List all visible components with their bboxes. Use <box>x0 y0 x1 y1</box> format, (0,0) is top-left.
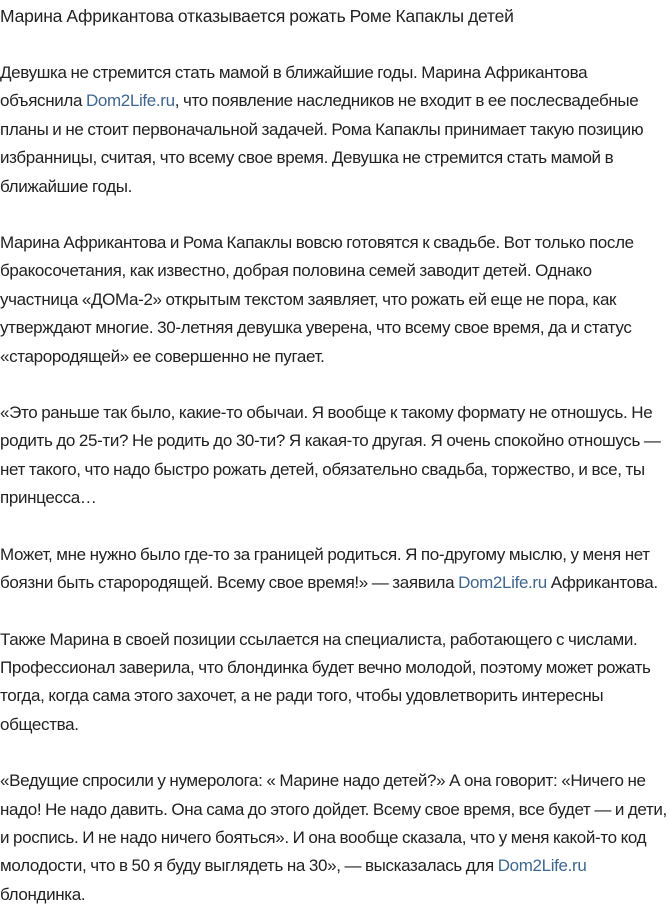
paragraph-numerologist: Также Марина в своей позиции ссылается на специалиста, работающего с числами. Профессионал заверила, что блондинка будет вечно молодой, поэтому может рожать тогда, когда сама этого захочет, а не ради того, чтобы удовлетворить интересны общества. <box>0 629 651 734</box>
paragraph-text: блондинка. <box>0 884 86 904</box>
dom2life-link[interactable]: Dom2Life.ru <box>458 573 547 593</box>
paragraph-intro <box>0 59 670 201</box>
paragraph-quote-1: «Это раньше так было, какие-то обычаи. Я вообще к такому формату не отношусь. Не родить до 25-ти? Не родить до 30-ти? Я какая-то другая. Я очень спокойно отношусь — нет такого, что надо быстро рожать детей, обязательно свадьба, торжество, и все, ты принцесса… <box>0 403 661 508</box>
paragraph-quote-2 <box>0 541 670 598</box>
dom2life-link[interactable]: Dom2Life.ru <box>497 856 587 876</box>
paragraph-text: , что появление наследников не входит в ее послесвадебные планы и не стоит первоначальной задачей. Рома Капаклы принимает такую позицию избранницы, считая, что всему свое время. Девушка не стремится стать мамой в ближайшие годы. <box>0 91 644 196</box>
paragraph-text: Девушка не стремится стать мамой в ближайшие годы. Марина Африкантова объяснила <box>0 63 588 111</box>
paragraph-quote-3 <box>0 767 670 909</box>
paragraph-text: «Ведущие спросили у нумеролога: « Марине надо детей?» А она говорит: «Ничего не надо! Не надо давить. Она сама до этого дойдет. Всему свое время, все будет — и дети, и роспись. И не надо ничего бояться». И она вообще сказала, что у меня какой-то код молодости, что в 50 я буду выглядеть на 30», — высказалась для <box>0 771 667 876</box>
paragraph-text: Может, мне нужно было где-то за границей родиться. Я по-другому мыслю, у меня нет боязни быть старородящей. Всему свое время!» — заявила <box>0 544 650 593</box>
paragraph-text: Африкантова. <box>546 573 658 593</box>
dom2life-link[interactable]: Dom2Life.ru <box>85 91 175 111</box>
paragraph-wedding: Марина Африкантова и Рома Капаклы вовсю готовятся к свадьбе. Вот только после бракосочетания, как известно, добрая половина семей заводит детей. Однако участница «ДОМа-2» открытым текстом заявляет, что рожать ей еще не пора, как утверждают многие. 30-летняя девушка уверена, что всему свое время, да и статус «старородящей» ее совершенно не пугает. <box>0 233 634 366</box>
article-title: Марина Африкантова отказывается рожать Роме Капаклы детей <box>0 6 514 26</box>
